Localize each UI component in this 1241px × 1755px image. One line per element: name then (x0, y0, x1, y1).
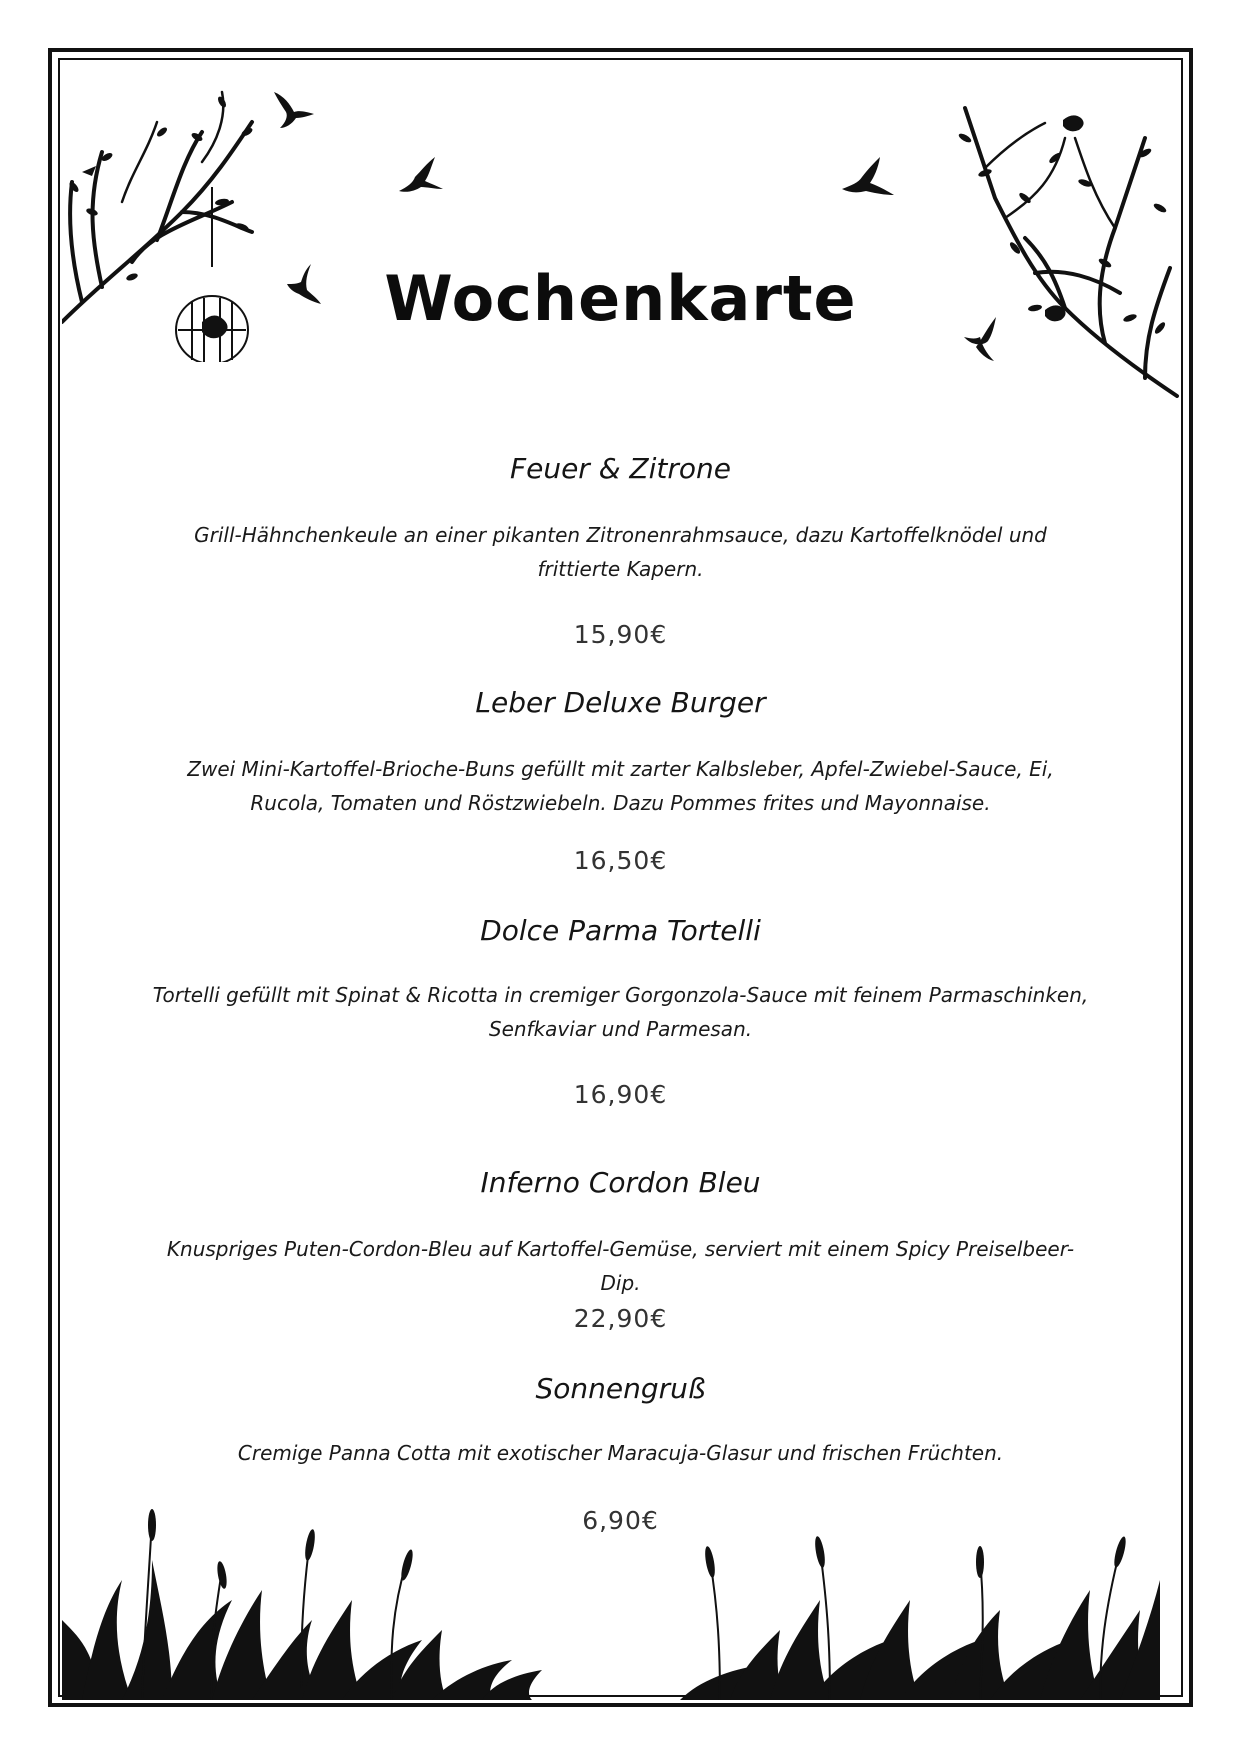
dish-description: Tortelli gefüllt mit Spinat & Ricotta in cremiger Gorgonzola-Sauce mit feinem Parmaschinken, Senfkaviar und Parmesan. (152, 983, 1089, 1041)
dish-name: Sonnengruß (535, 1372, 706, 1405)
bird-icon (840, 155, 900, 210)
dish-price: 15,90€ (573, 620, 668, 649)
tree-branch-right-illustration (945, 78, 1180, 398)
dish-description: Knuspriges Puten-Cordon-Bleu auf Kartoffel-Gemüse, serviert mit einem Spicy Preiselbeer-Dip. (166, 1237, 1075, 1295)
dish-description: Cremige Panna Cotta mit exotischer Maracuja-Glasur und frischen Früchten. (237, 1441, 1004, 1465)
bird-icon (272, 90, 322, 130)
dish-name: Dolce Parma Tortelli (480, 914, 761, 947)
dish-name: Feuer & Zitrone (509, 452, 731, 485)
dish-price: 16,50€ (573, 846, 668, 875)
dish-name: Inferno Cordon Bleu (480, 1166, 761, 1199)
dish-description: Grill-Hähnchenkeule an einer pikanten Zitronenrahmsauce, dazu Kartoffelknödel und frittierte Kapern. (194, 523, 1047, 581)
dish-description: Zwei Mini-Kartoffel-Brioche-Buns gefüllt mit zarter Kalbsleber, Apfel-Zwiebel-Sauce, Ei, Rucola, Tomaten und Röstzwiebeln. Dazu Pommes frites und Mayonnaise. (187, 757, 1054, 815)
page-title: Wochenkarte (384, 262, 857, 335)
dish-name: Leber Deluxe Burger (475, 686, 766, 719)
dish-price: 16,90€ (573, 1080, 668, 1109)
bird-icon (395, 155, 450, 205)
dish-price: 6,90€ (582, 1506, 659, 1535)
dish-price: 22,90€ (573, 1304, 668, 1333)
